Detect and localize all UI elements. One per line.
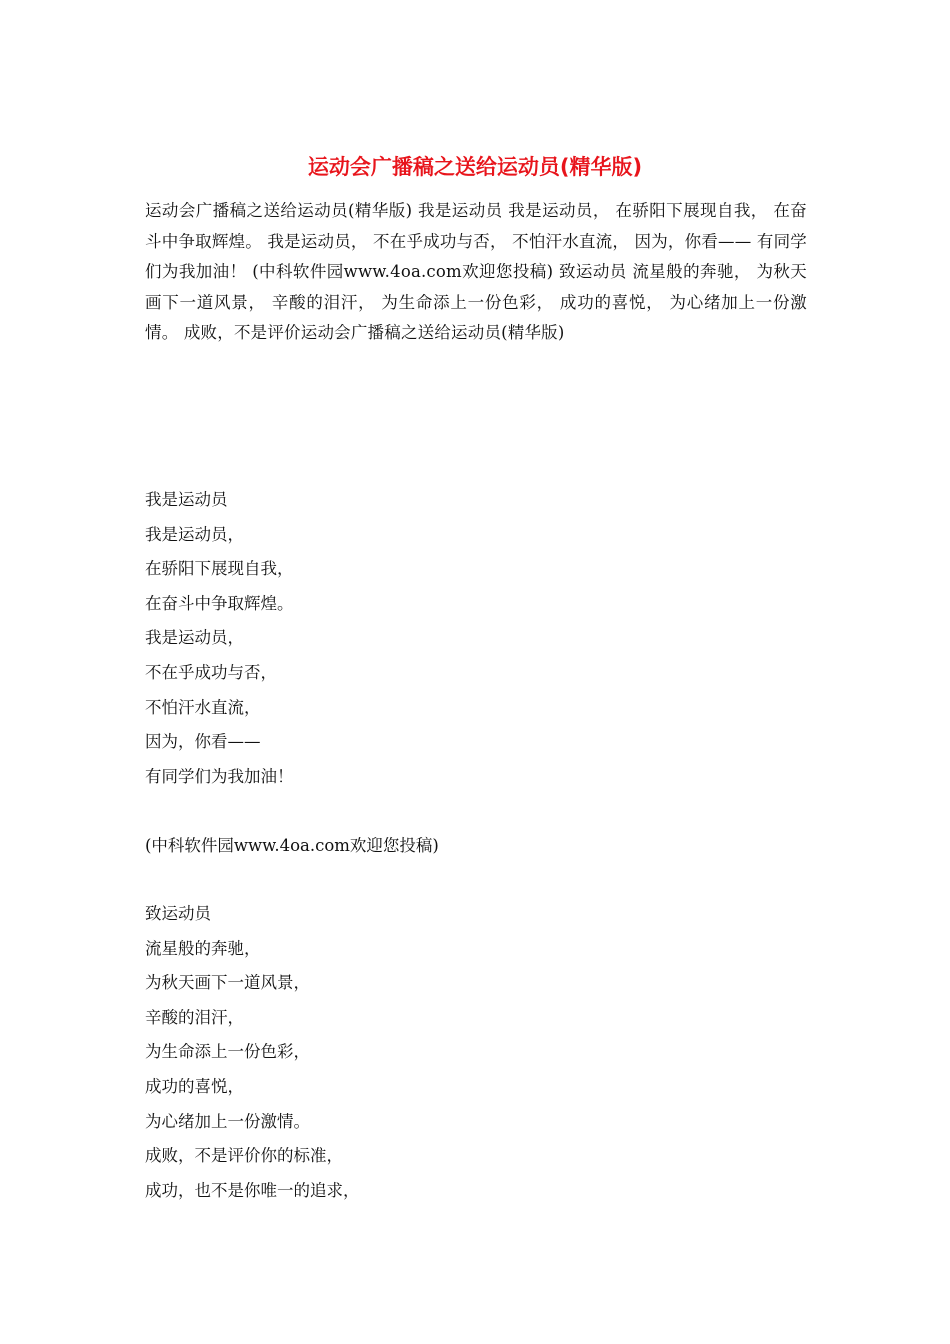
poem-line: 辛酸的泪汗，: [145, 1007, 244, 1027]
poem-line: 流星般的奔驰，: [145, 938, 261, 958]
poem-i-am-athlete: [145, 483, 825, 794]
poem-line: 致运动员: [145, 904, 211, 923]
poem-line: 在奋斗中争取辉煌。: [145, 593, 294, 613]
poem-line: 为秋天画下一道风景，: [145, 973, 310, 993]
poem-line: 成功的喜悦，: [145, 1076, 244, 1096]
poem-line: 不在乎成功与否，: [145, 662, 277, 682]
poem-line: 我是运动员，: [145, 524, 244, 544]
poem-line: 为生命添上一份色彩，: [145, 1042, 310, 1062]
poem-to-athletes: [145, 897, 825, 1208]
poem-line: 有同学们为我加油！: [145, 766, 294, 786]
poem-line: 因为，你看——: [145, 732, 261, 752]
source-credit: (中科软件园www.4oa.com欢迎您投稿): [145, 836, 439, 855]
document-title: 运动会广播稿之送给运动员(精华版): [307, 155, 643, 179]
poem-line: 成败，不是评价你的标准，: [145, 1146, 343, 1166]
poem-line: 成功，也不是你唯一的追求，: [145, 1180, 360, 1200]
summary-paragraph: 运动会广播稿之送给运动员(精华版) 我是运动员 我是运动员， 在骄阳下展现自我， 在奋斗中争取辉煌。 我是运动员， 不在乎成功与否， 不怕汗水直流， 因为，你看—— 有同学们为我加油！ (中科软件园www.4oa.com欢迎您投稿) 致运动员 流星般的奔驰， 为秋天画下一道风景， 辛酸的泪汗， 为生命添上一份色彩， 成功的喜悦， 为心绪加上一份激情。 成败，不是评价运动会广播稿之送给运动员(精华版): [145, 201, 807, 343]
poem-line: 为心绪加上一份激情。: [145, 1111, 310, 1131]
poem-line: 我是运动员，: [145, 628, 244, 648]
poem-line: 在骄阳下展现自我，: [145, 559, 294, 579]
poem-line: 不怕汗水直流，: [145, 697, 261, 717]
poem-line: 我是运动员: [145, 490, 228, 509]
